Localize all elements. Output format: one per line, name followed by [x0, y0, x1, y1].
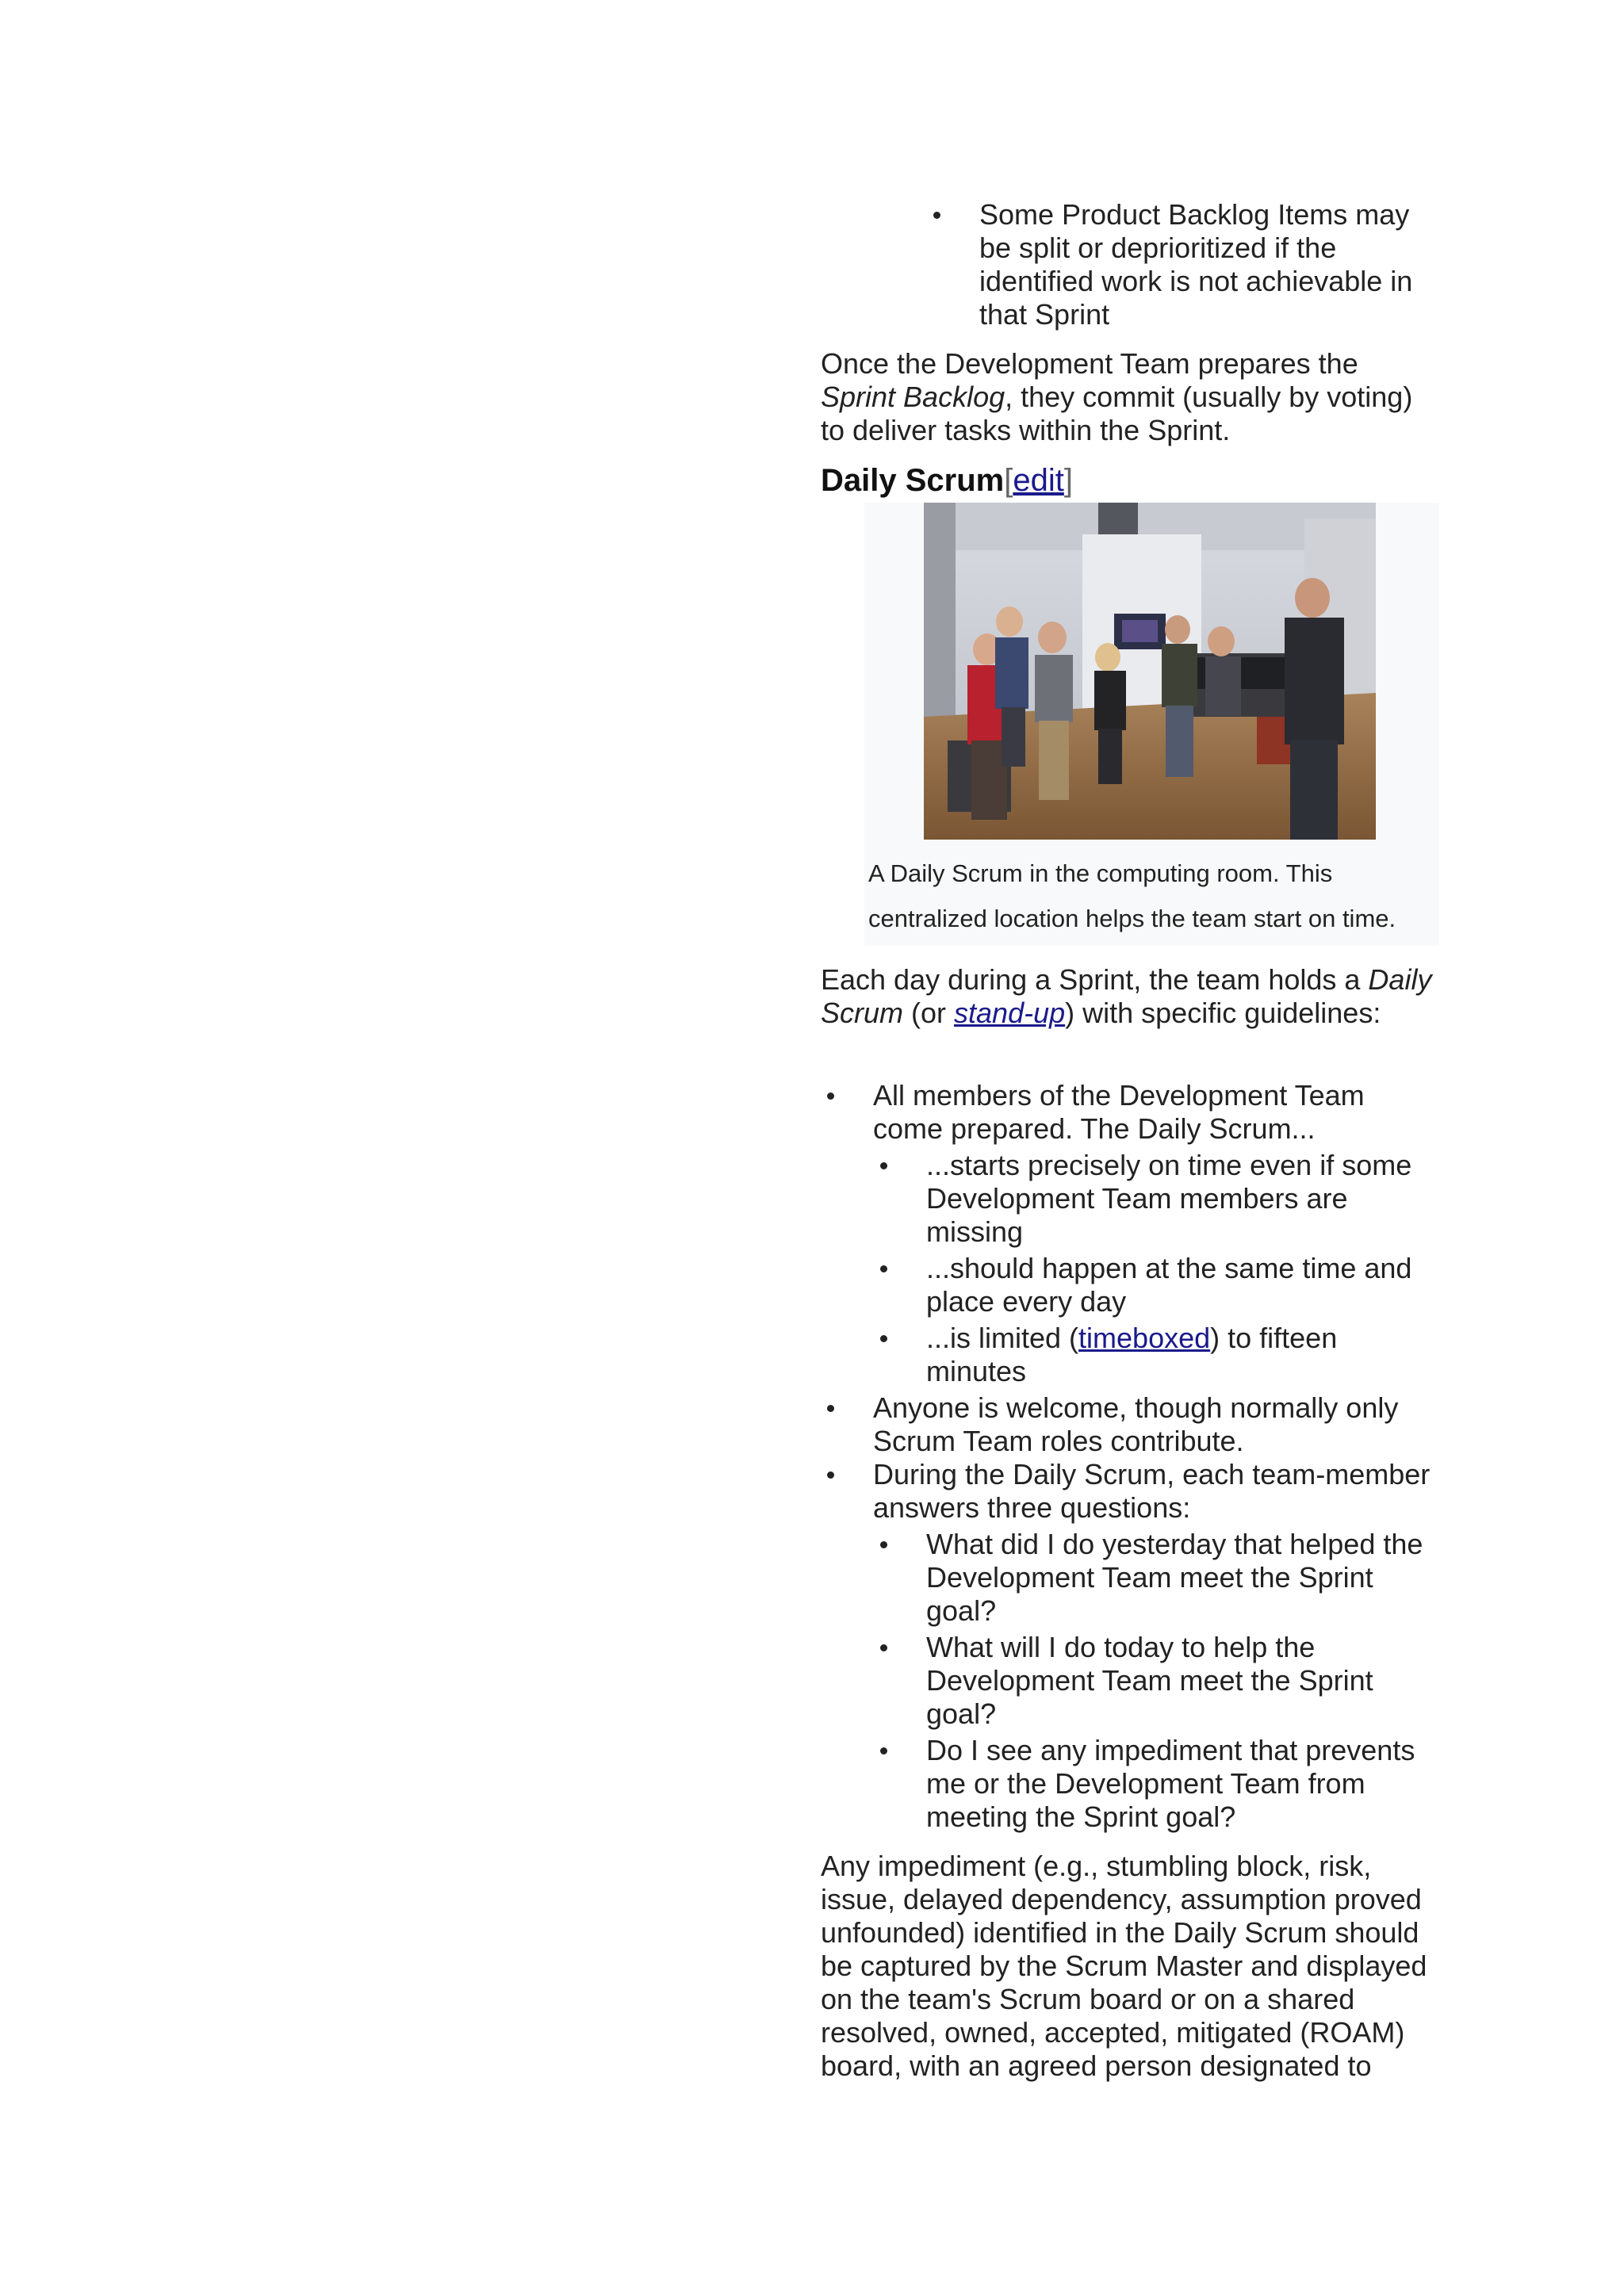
list-item-text: ) to fifteen minutes — [926, 1322, 1338, 1387]
section-title: Daily Scrum — [821, 463, 1005, 498]
paragraph-text: ) with specific guidelines: — [1065, 997, 1381, 1029]
section-heading-daily-scrum — [821, 461, 1439, 499]
sub-list-item: What did I do yesterday that helped the Development Team meet the Sprint goal? — [926, 1528, 1439, 1628]
edit-section-link-wrapper — [1004, 463, 1073, 498]
sprint-backlog-paragraph — [821, 347, 1439, 447]
sub-list-item: Do I see any impediment that prevents me or the Development Team from meeting the Sprint goal? — [926, 1734, 1439, 1834]
sprint-backlog-term: Sprint Backlog — [821, 381, 1005, 413]
timeboxed-link[interactable]: timeboxed — [1078, 1322, 1211, 1354]
daily-scrum-guidelines-list — [821, 1079, 1439, 1834]
edit-bracket-close: ] — [1063, 463, 1073, 498]
figure-caption: A Daily Scrum in the computing room. This centralized location helps the team start on time. — [868, 859, 1396, 932]
sub-list-item: ...starts precisely on time even if some Development Team members are missing — [926, 1149, 1439, 1249]
sub-list-item: ...should happen at the same time and place every day — [926, 1252, 1439, 1318]
list-item: Some Product Backlog Items may be split or deprioritized if the identified work is not achievable in that Sprint — [979, 198, 1439, 331]
daily-scrum-intro-paragraph — [821, 963, 1439, 1030]
sub-list — [873, 1528, 1439, 1834]
sprint-backlog-list — [821, 198, 1439, 331]
stand-up-link[interactable]: stand-up — [954, 997, 1066, 1029]
paragraph-text: Once the Development Team prepares the — [821, 347, 1358, 380]
list-item — [873, 1458, 1439, 1834]
list-item-text: ...is limited ( — [926, 1322, 1079, 1354]
daily-scrum-photo — [924, 503, 1376, 840]
article-column — [821, 198, 1439, 2083]
daily-scrum-figure — [864, 503, 1439, 946]
list-item — [873, 1079, 1439, 1388]
list-item-text: All members of the Development Team come prepared. The Daily Scrum... — [873, 1079, 1365, 1145]
impediment-paragraph: Any impediment (e.g., stumbling block, risk, issue, delayed dependency, assumption proved unfounded) identified in the Daily Scrum should be captured by the Scrum Master and displayed on the team's Scrum board or on a shared resolved, owned, accepted, mitigated (ROAM) board, with an agreed person designated to — [821, 1850, 1427, 2082]
daily-scrum-term: Daily Scrum — [821, 963, 1432, 1029]
edit-section-link[interactable]: edit — [1013, 463, 1064, 498]
edit-bracket-open: [ — [1004, 463, 1013, 498]
paragraph-text: (or — [903, 997, 955, 1029]
sub-list-item — [926, 1322, 1439, 1388]
sub-list — [873, 1149, 1439, 1388]
list-item: Anyone is welcome, though normally only Scrum Team roles contribute. — [873, 1391, 1439, 1458]
sub-list-item: What will I do today to help the Development Team meet the Sprint goal? — [926, 1631, 1439, 1731]
paragraph-text: , they commit (usually by voting) to deliver tasks within the Sprint. — [821, 381, 1413, 446]
paragraph-text: Each day during a Sprint, the team holds a — [821, 963, 1369, 996]
list-item-text: During the Daily Scrum, each team-member answers three questions: — [873, 1458, 1431, 1524]
